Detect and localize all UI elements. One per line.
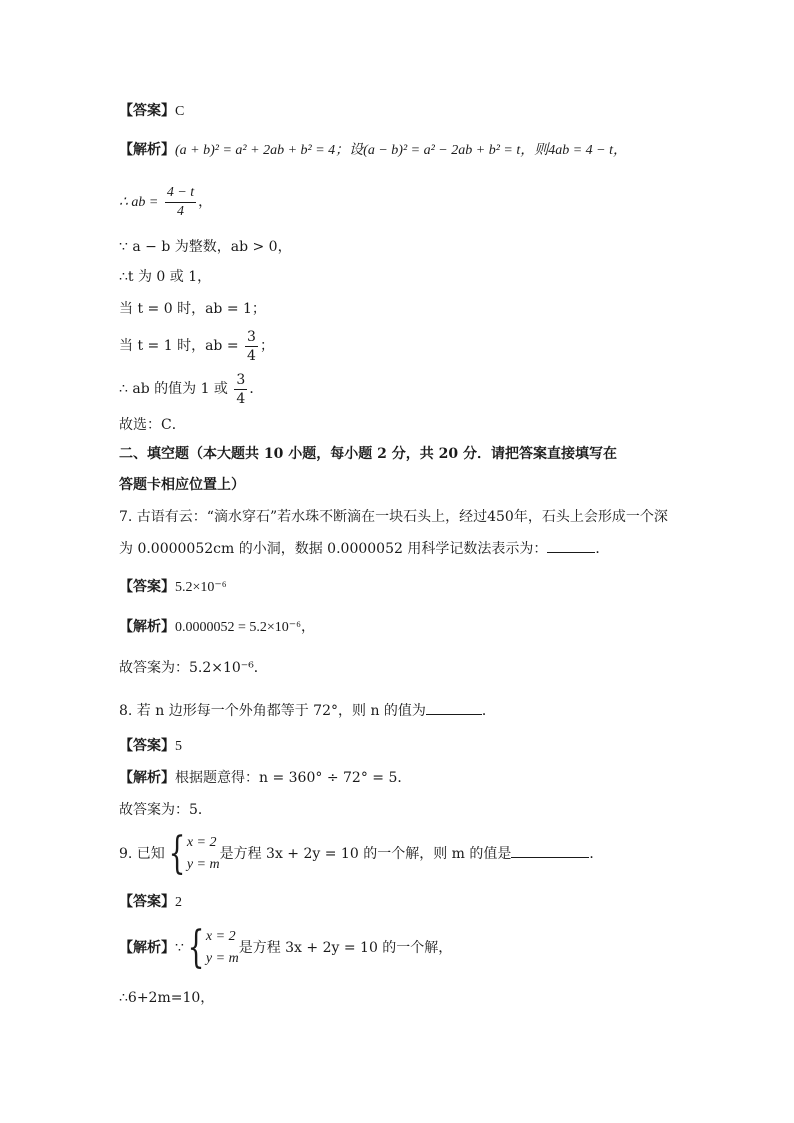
q6-analysis-line8: 故选：C．: [119, 417, 186, 433]
equation: y = m: [186, 857, 220, 872]
q6-answer: [119, 101, 184, 122]
text: 是方程 3x + 2y = 10 的一个解，: [238, 940, 453, 956]
q8-analysis: [119, 768, 411, 788]
q6-analysis-line7: [119, 367, 263, 411]
q6-analysis-line3: ∵ a − b 为整数，ab > 0，: [119, 239, 292, 255]
q8-answer: [119, 736, 182, 757]
q6-analysis-line1: [119, 140, 627, 161]
text: ∴ ab 的值为 1 或: [119, 381, 228, 397]
equation-system: [206, 926, 239, 970]
fraction-numerator: 3: [247, 328, 256, 345]
fraction-numerator: 3: [236, 371, 246, 388]
text: 8. 若 n 边形每一个外角都等于 72°，则 n 的值为: [119, 703, 426, 719]
analysis-label: 【解析】: [119, 770, 175, 786]
answer-blank: [547, 538, 595, 553]
q6-analysis-line4: ∴t 为 0 或 1，: [119, 269, 212, 285]
formula: ² = a² − 2ab + b² = t，则: [402, 143, 549, 158]
q6-analysis-line6: [119, 324, 274, 368]
text: 是方程 3x + 2y = 10 的一个解，则 m 的值是: [219, 846, 512, 862]
q9-analysis-last: ∴6+2m=10，: [119, 990, 215, 1006]
formula: 4ab = 4 − t，: [548, 143, 628, 158]
analysis-value: 0.0000052 = 5.2×10⁻⁶，: [175, 620, 316, 635]
fraction-denominator: 4: [247, 347, 256, 364]
answer-blank: [511, 843, 589, 858]
q7-analysis: [119, 617, 315, 638]
fraction: [245, 328, 258, 365]
analysis-value: 根据题意得：n = 360° ÷ 72° = 5．: [175, 770, 412, 786]
equation: x = 2: [186, 835, 217, 850]
answer-label: 【答案】: [119, 738, 175, 754]
answer-value: 2: [175, 895, 182, 910]
q7-stem-line1: 7. 古语有云：“滴水穿石”若水珠不断滴在一块石头上，经过450年，石头上会形成一个深: [119, 509, 668, 525]
left-brace-icon: {: [187, 922, 205, 973]
formula: ∴ ab =: [119, 195, 159, 210]
fraction-denominator: 4: [176, 203, 184, 219]
text: 为 0.0000052cm 的小洞，数据 0.0000052 用科学记数法表示为：: [119, 541, 548, 557]
equation: y = m: [205, 951, 239, 966]
text: 当 t = 1 时，ab =: [119, 338, 239, 354]
because-symbol: ∵: [175, 940, 184, 956]
punct: ；: [259, 338, 274, 354]
q6-analysis-line5: 当 t = 0 时，ab = 1；: [119, 301, 266, 317]
q7-conclusion: 故答案为：5.2×10⁻⁶．: [119, 660, 268, 676]
fraction-denominator: 4: [236, 390, 246, 407]
q8-conclusion: 故答案为：5．: [119, 802, 212, 818]
analysis-label: 【解析】: [119, 142, 175, 158]
punct: ．: [589, 846, 604, 862]
answer-value: C: [175, 104, 185, 119]
section-heading-line1: 二、填空题（本大题共 10 小题，每小题 2 分，共 20 分．请把答案直接填写在: [119, 446, 617, 462]
equation-system: [187, 832, 220, 876]
analysis-label: 【解析】: [119, 619, 175, 635]
q7-stem-line2: [119, 538, 609, 559]
equation: x = 2: [205, 929, 236, 944]
punct: ．: [595, 541, 610, 557]
answer-label: 【答案】: [119, 579, 175, 595]
fraction-numerator: 4 − t: [165, 184, 196, 203]
answer-label: 【答案】: [119, 103, 175, 119]
fraction: [234, 371, 247, 408]
q9-answer: [119, 892, 182, 913]
formula: (a − b): [363, 143, 403, 158]
punct: ，: [198, 194, 213, 210]
q6-analysis-line2: [119, 180, 212, 225]
punct: ．: [481, 703, 496, 719]
q9-analysis: [119, 924, 452, 972]
answer-value: 5.2×10⁻⁶: [175, 580, 227, 595]
answer-value: 5: [175, 739, 182, 754]
text: 9. 已知: [119, 846, 165, 862]
analysis-label: 【解析】: [119, 940, 175, 956]
formula: ² = a² + 2ab + b² = 4；设: [214, 143, 364, 158]
fraction: [165, 184, 196, 221]
q9-stem: [119, 830, 603, 878]
q8-stem: [119, 700, 496, 721]
answer-label: 【答案】: [119, 894, 175, 910]
answer-blank: [426, 700, 482, 715]
section-heading-line2: 答题卡相应位置上）: [119, 477, 245, 493]
punct: ．: [249, 381, 264, 397]
q7-answer: [119, 577, 227, 598]
left-brace-icon: {: [168, 828, 186, 879]
formula: (a + b): [175, 143, 215, 158]
